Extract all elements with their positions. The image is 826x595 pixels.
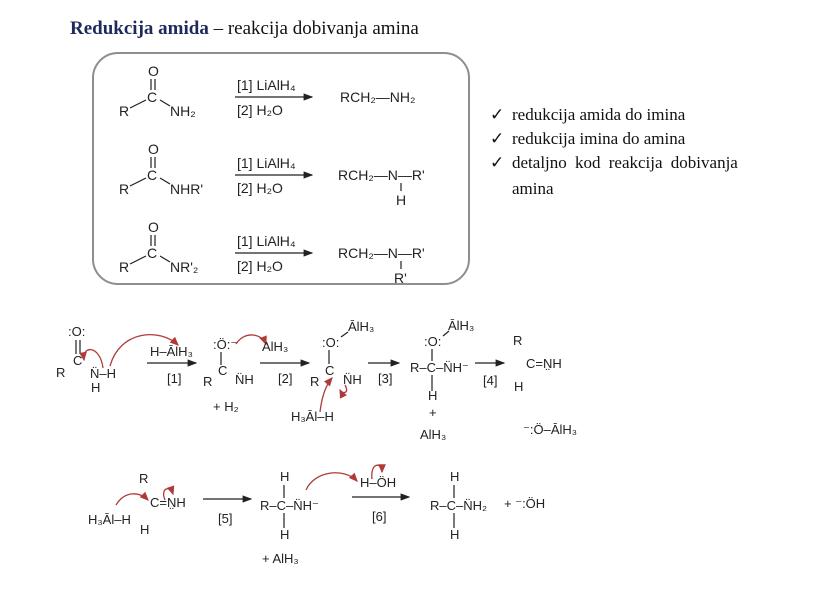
atom-label: C xyxy=(147,167,158,183)
byproduct-label: + AlH₃ xyxy=(262,551,299,566)
atom-label: N̈H xyxy=(235,372,254,387)
atom-label: :O: xyxy=(322,335,340,350)
reagent-label: H–ÖH xyxy=(360,475,397,490)
atom-label: R xyxy=(513,333,523,348)
check-text: detaljno kod reakcija dobivanja xyxy=(512,153,738,172)
byproduct-label: + ⁻:ÖH xyxy=(504,496,546,511)
amine-label: R–C–N̈H₂ xyxy=(430,498,488,513)
atom-label: R xyxy=(119,181,130,197)
byproduct-label: + H₂ xyxy=(213,399,239,414)
atom-label: O xyxy=(148,63,159,79)
step-label: [5] xyxy=(218,511,233,526)
check-icon: ✓ xyxy=(490,153,505,172)
atom-label: :O: xyxy=(424,334,442,349)
atom-label: R xyxy=(119,259,130,275)
atom-label: R xyxy=(139,471,149,486)
atom-label: H xyxy=(396,192,407,208)
atom-label: C xyxy=(147,245,158,261)
atom-label: :Ö:⁻ xyxy=(213,337,238,352)
reagent-label: H–ĀlH₃ xyxy=(150,344,193,359)
byproduct-label: ⁻:Ö–ĀlH₃ xyxy=(523,422,578,437)
atom-label: NHR' xyxy=(170,181,204,197)
atom-label: R xyxy=(119,103,130,119)
check-text: redukcija imina do amina xyxy=(512,129,686,148)
step-label: [1] xyxy=(167,371,182,386)
atom-label: O xyxy=(148,219,159,235)
atom-label: H xyxy=(514,379,524,394)
atom-label: AlH₃ xyxy=(262,339,289,354)
title-rest: – reakcija dobivanja amina xyxy=(208,18,419,39)
electron-arrows xyxy=(84,335,382,505)
atom-label: H xyxy=(280,527,290,542)
atom-label: C xyxy=(325,363,335,378)
byproduct-label: AlH₃ xyxy=(420,427,447,442)
reagent-label: H₃Āl–H xyxy=(291,409,334,424)
atom-label: R' xyxy=(394,270,407,286)
product-label: RCH₂—N—R' xyxy=(338,245,425,261)
check-text: redukcija amida do imina xyxy=(512,105,686,124)
check-item-continued: amina xyxy=(512,179,554,198)
atom-label: NH₂ xyxy=(170,103,196,119)
check-icon: ✓ xyxy=(490,129,505,148)
reagent-label: [2] H₂O xyxy=(237,102,283,118)
atom-label: R–C–N̈H⁻ xyxy=(410,360,469,375)
atom-label: R xyxy=(203,374,213,389)
product-label: RCH₂—N—R' xyxy=(338,167,425,183)
reagent-label: [2] H₂O xyxy=(237,258,283,274)
atom-label: C xyxy=(73,353,83,368)
step-label: [3] xyxy=(378,371,393,386)
imine-label: C=N̤H xyxy=(526,356,562,371)
reagent-label: [1] LiAlH₄ xyxy=(237,77,296,93)
product-label: RCH₂—NH₂ xyxy=(340,89,416,105)
atom-label: O xyxy=(148,141,159,157)
atom-label: R xyxy=(56,365,66,380)
atom-label: H xyxy=(91,380,101,395)
atom-label: H xyxy=(280,469,290,484)
atom-label: C xyxy=(147,89,158,105)
atom-label: :O: xyxy=(68,324,86,339)
title-bold: Redukcija amida xyxy=(70,18,209,39)
step-label: [2] xyxy=(278,371,293,386)
atom-label: + xyxy=(429,405,437,420)
step-label: [4] xyxy=(483,373,498,388)
atom-label: N̈–H xyxy=(90,366,117,381)
check-item xyxy=(490,154,738,171)
reagent-label: [2] H₂O xyxy=(237,180,283,196)
atom-label: ĀlH₃ xyxy=(348,319,375,334)
atom-label: NR'₂ xyxy=(170,259,199,275)
reagent-label: H₃Āl–H xyxy=(88,512,131,527)
atom-label: R xyxy=(310,374,320,389)
atom-label: H xyxy=(428,388,438,403)
atom-label: H xyxy=(140,522,150,537)
atom-label: N̈H xyxy=(343,372,362,387)
check-item xyxy=(490,130,685,147)
check-item xyxy=(490,106,685,123)
check-icon: ✓ xyxy=(490,105,505,124)
atom-label: C xyxy=(218,363,228,378)
reagent-label: [1] LiAlH₄ xyxy=(237,155,296,171)
step-label: [6] xyxy=(372,509,387,524)
atom-label: H xyxy=(450,527,460,542)
atom-label: ĀlH₃ xyxy=(448,318,475,333)
atom-label: R–C–N̈H⁻ xyxy=(260,498,319,513)
atom-label: H xyxy=(450,469,460,484)
reagent-label: [1] LiAlH₄ xyxy=(237,233,296,249)
imine-label: C=N̤H xyxy=(150,495,186,510)
